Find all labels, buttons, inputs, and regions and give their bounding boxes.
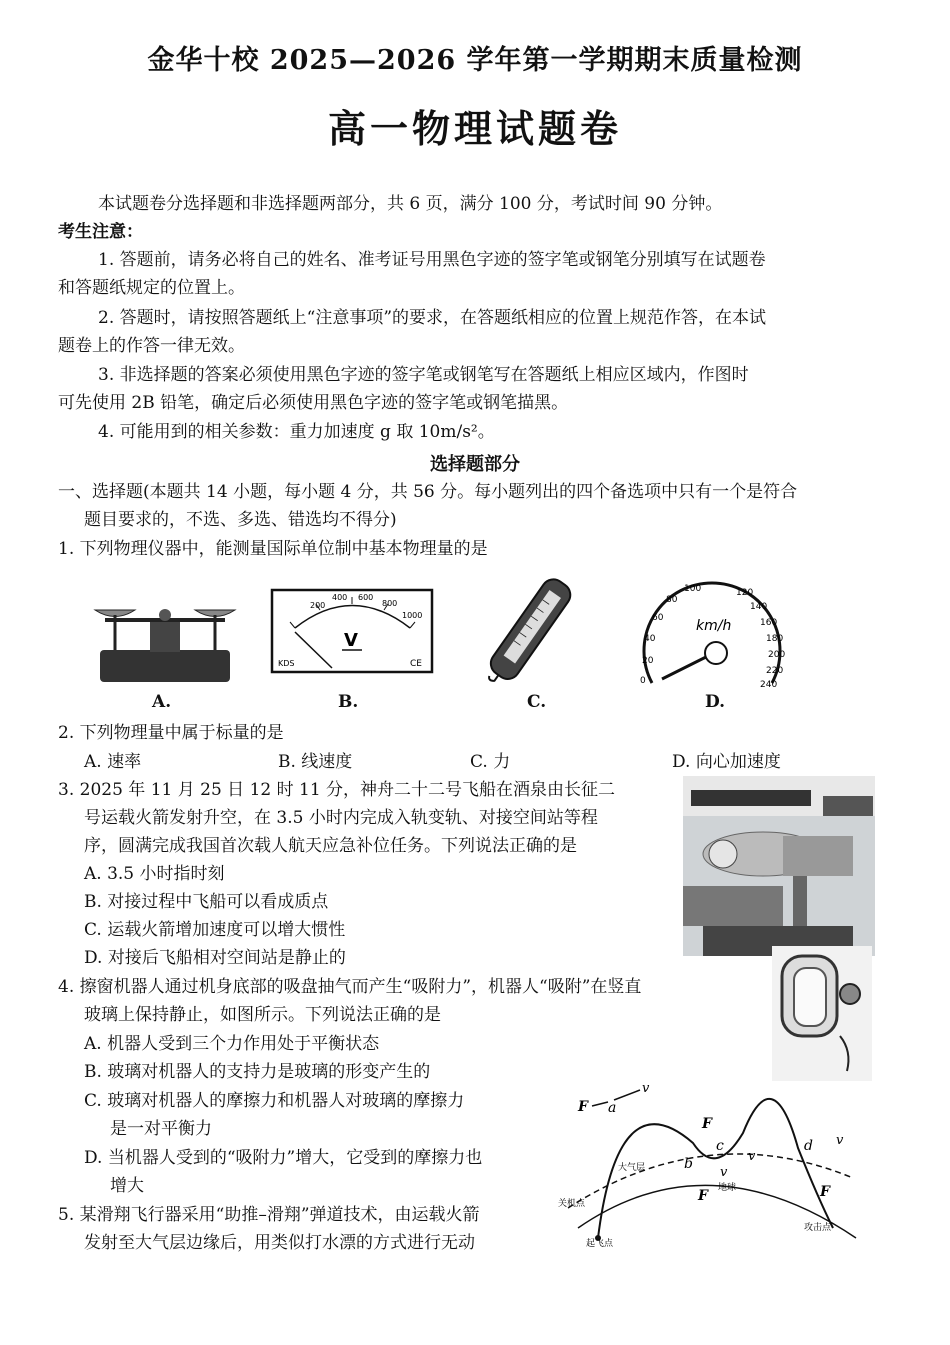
notice-line: 4. 可能用到的相关参数：重力加速度 g 取 10m/s²。 <box>98 422 495 442</box>
notice-line: 1. 答题前，请务必将自己的姓名、准考证号用黑色字迹的签字笔或钢笔分别填写在试题卷 <box>98 250 766 270</box>
label-F: F <box>578 1099 588 1115</box>
voltmeter-unit: V <box>344 630 358 651</box>
atmosphere-label: 大气层 <box>618 1163 646 1173</box>
notice-line: 题卷上的作答一律无效。 <box>58 336 245 356</box>
label-a: a <box>608 1100 617 1116</box>
label-v: v <box>720 1165 728 1180</box>
speed-tick: 60 <box>652 613 664 623</box>
q3-stem: 序，圆满完成我国首次载人航天应急补位任务。下列说法正确的是 <box>84 836 577 856</box>
q5-stem: 发射至大气层边缘后，用类似打水漂的方式进行无动 <box>84 1233 475 1253</box>
q3-stem: 号运载火箭发射升空，在 3.5 小时内完成入轨变轨、对接空间站等程 <box>84 808 598 828</box>
speed-tick: 180 <box>766 634 784 644</box>
part1-instructions: 一、选择题(本题共 14 小题，每小题 4 分，共 56 分。每小题列出的四个备选项中只有一个是符合 <box>58 482 798 502</box>
q2-option: C. 力 <box>470 752 511 772</box>
attack-point-label: 攻击点 <box>804 1223 832 1233</box>
speed-tick: 220 <box>766 666 784 676</box>
voltmeter-image <box>270 588 435 676</box>
speed-tick: 160 <box>760 618 778 628</box>
voltmeter-tick: 200 <box>310 601 326 610</box>
intro-text: 本试题卷分选择题和非选择题两部分，共 6 页，满分 100 分，考试时间 90 分钟。 <box>98 194 723 214</box>
q3-option: D. 对接后飞船相对空间站是静止的 <box>84 948 346 968</box>
voltmeter-tick: 800 <box>382 599 398 608</box>
voltmeter-tick: 400 <box>332 593 348 602</box>
q1-option-label: C. <box>527 692 547 712</box>
notice-line: 3. 非选择题的答案必须使用黑色字迹的签字笔或钢笔写在答题纸上相应区域内，作图时 <box>98 365 749 385</box>
speed-unit: km/h <box>696 618 732 634</box>
q2-option: B. 线速度 <box>278 752 353 772</box>
q3-option: B. 对接过程中飞船可以看成质点 <box>84 892 329 912</box>
speed-tick: 140 <box>750 602 768 612</box>
shutdown-point-label: 关机点 <box>558 1199 586 1209</box>
label-d: d <box>804 1138 813 1154</box>
q3-option: A. 3.5 小时指时刻 <box>84 864 225 884</box>
speed-tick: 20 <box>642 656 654 666</box>
speed-tick: 40 <box>644 634 656 644</box>
q1-option-label: B. <box>338 692 359 712</box>
speed-tick: 120 <box>736 588 754 598</box>
label-c: c <box>716 1138 724 1154</box>
label-b: b <box>684 1156 693 1172</box>
q2-option: D. 向心加速度 <box>672 752 781 772</box>
label-F: F <box>702 1116 712 1132</box>
q4-option: B. 玻璃对机器人的支持力是玻璃的形变产生的 <box>84 1062 431 1082</box>
window-robot-photo <box>772 946 872 1081</box>
q4-stem: 玻璃上保持静止，如图所示。下列说法正确的是 <box>84 1005 441 1025</box>
q4-option: A. 机器人受到三个力作用处于平衡状态 <box>84 1034 380 1054</box>
voltmeter-tick: 600 <box>358 593 374 602</box>
speed-tick: 0 <box>640 676 646 686</box>
q5-stem: 5. 某滑翔飞行器采用“助推–滑翔”弹道技术，由运载火箭 <box>58 1205 480 1225</box>
speedometer-image <box>632 575 792 690</box>
voltmeter-mark: CE <box>410 659 422 669</box>
voltmeter-tick: 1000 <box>402 611 423 620</box>
q4-option: 是一对平衡力 <box>110 1119 212 1139</box>
q4-option: C. 玻璃对机器人的摩擦力和机器人对玻璃的摩擦力 <box>84 1091 465 1111</box>
label-v: v <box>748 1149 756 1164</box>
label-v: v <box>642 1081 650 1096</box>
speed-tick: 200 <box>768 650 786 660</box>
speed-tick: 100 <box>684 584 702 594</box>
q4-option: 增大 <box>110 1176 144 1196</box>
label-v: v <box>836 1133 844 1148</box>
speed-tick: 240 <box>760 680 778 690</box>
balance-scale-image <box>90 595 240 690</box>
spring-scale-image <box>465 568 595 693</box>
label-F: F <box>820 1184 830 1200</box>
q1-stem: 1. 下列物理仪器中，能测量国际单位制中基本物理量的是 <box>58 539 488 559</box>
voltmeter-brand: KDS <box>278 659 295 668</box>
notice-line: 和答题纸规定的位置上。 <box>58 278 245 298</box>
q4-stem: 4. 擦窗机器人通过机身底部的吸盘抽气而产生“吸附力”，机器人“吸附”在竖直 <box>58 977 642 997</box>
notice-line: 可先使用 2B 铅笔，确定后必须使用黑色字迹的签字笔或钢笔描黑。 <box>58 393 569 413</box>
q2-option: A. 速率 <box>84 752 142 772</box>
q4-option: D. 当机器人受到的“吸附力”增大，它受到的摩擦力也 <box>84 1148 483 1168</box>
q2-stem: 2. 下列物理量中属于标量的是 <box>58 723 284 743</box>
q1-option-label: D. <box>705 692 726 712</box>
exam-series-title: 金华十校 2025—2026 学年第一学期期末质量检测 <box>147 45 803 76</box>
label-F: F <box>698 1188 708 1204</box>
trajectory-diagram <box>558 1078 858 1248</box>
space-station-photo <box>683 776 875 956</box>
q1-option-label: A. <box>152 692 172 712</box>
part1-instructions: 题目要求的，不选、多选、错选均不得分) <box>84 510 397 530</box>
notice-heading: 考生注意： <box>58 222 143 242</box>
q3-option: C. 运载火箭增加速度可以增大惯性 <box>84 920 346 940</box>
section-title: 选择题部分 <box>430 454 520 475</box>
notice-line: 2. 答题时，请按照答题纸上“注意事项”的要求，在答题纸相应的位置上规范作答，在本试 <box>98 308 767 328</box>
page-title: 高一物理试题卷 <box>327 106 622 151</box>
earth-label: 地球 <box>718 1183 737 1193</box>
speed-tick: 80 <box>666 595 678 605</box>
launch-point-label: 起飞点 <box>586 1239 614 1248</box>
q3-stem: 3. 2025 年 11 月 25 日 12 时 11 分，神舟二十二号飞船在酒泉由长征二 <box>58 780 616 800</box>
